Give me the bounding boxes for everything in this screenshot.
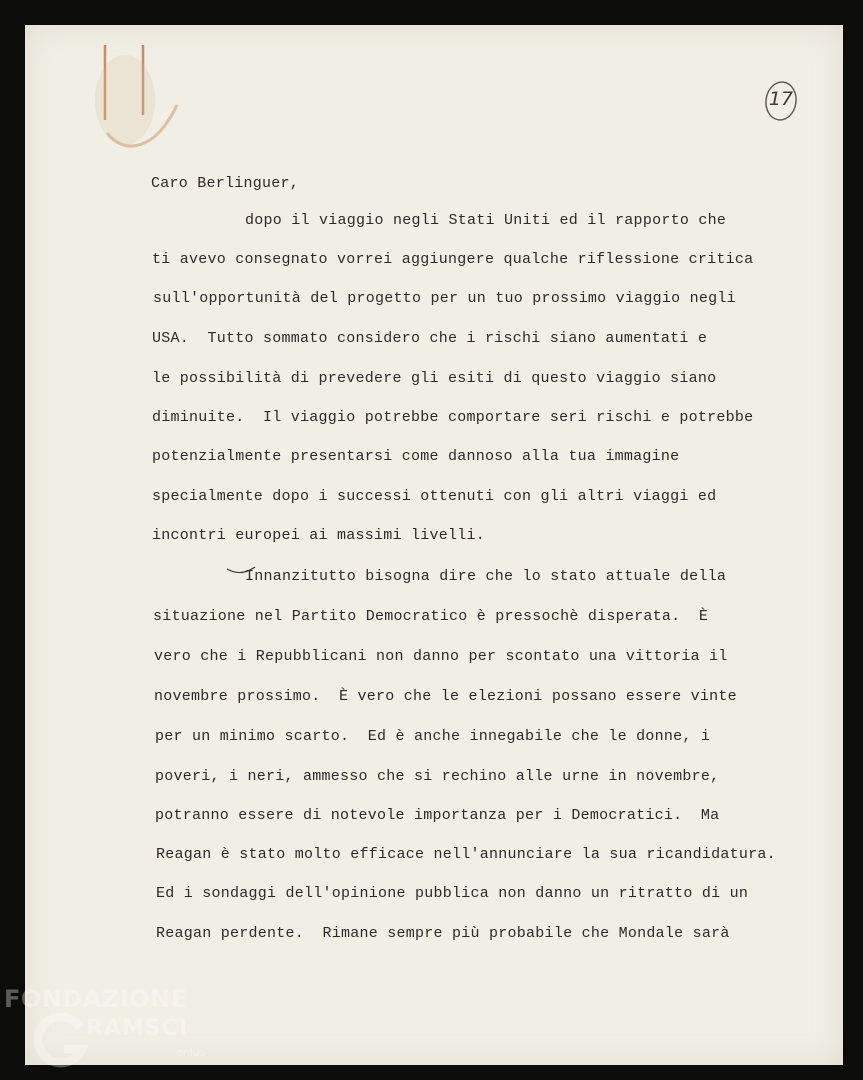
text-line: diminuite. Il viaggio potrebbe comportare seri rischi e potrebbe [152,409,754,426]
text-line: le possibilità di prevedere gli esiti di questo viaggio siano [152,370,717,387]
text-line: USA. Tutto sommato considero che i rischi siano aumentati e [152,330,708,347]
watermark-line1: FONDAZIONE [4,985,188,1013]
letter-body [25,25,843,1065]
text-line: per un minimo scarto. Ed è anche innegabile che le donne, i [155,728,711,745]
ink-correction-mark [225,553,259,575]
fondazione-gramsci-watermark [4,985,219,1075]
document-page [25,25,843,1065]
text-line: Ed i sondaggi dell'opinione pubblica non danno un ritratto di un [156,885,749,902]
text-line: dopo il viaggio negli Stati Uniti ed il rapporto che [245,212,727,229]
text-line: potranno essere di notevole importanza per i Democratici. Ma [155,807,720,824]
text-line: vero che i Repubblicani non danno per scontato una vittoria il [154,648,728,665]
text-line: specialmente dopo i successi ottenuti con gli altri viaggi ed [152,488,717,505]
watermark-line3: onlus [176,1046,206,1059]
text-line: novembre prossimo. È vero che le elezioni possano essere vinte [154,688,737,705]
text-line: Reagan perdente. Rimane sempre più probabile che Mondale sarà [156,925,730,942]
text-line: incontri europei ai massimi livelli. [152,527,486,544]
gramsci-g-logo-icon [34,1013,90,1071]
text-line: potenzialmente presentarsi come dannoso alla tua immagine [152,448,680,465]
text-line: Reagan è stato molto efficace nell'annunciare la sua ricandidatura. [156,846,776,863]
page-number-text: 17 [768,88,794,110]
text-line: ti avevo consegnato vorrei aggiungere qualche riflessione critica [152,251,754,268]
text-line: poveri, i neri, ammesso che si rechino alle urne in novembre, [155,768,720,785]
text-line: situazione nel Partito Democratico è pressochè disperata. È [153,608,709,625]
text-line: sull'opportunità del progetto per un tuo prossimo viaggio negli [153,290,736,307]
text-line: Innanzitutto bisogna dire che lo stato attuale della [245,568,727,585]
salutation: Caro Berlinguer, [151,175,300,192]
watermark-line2: RAMSCI [86,1016,189,1041]
